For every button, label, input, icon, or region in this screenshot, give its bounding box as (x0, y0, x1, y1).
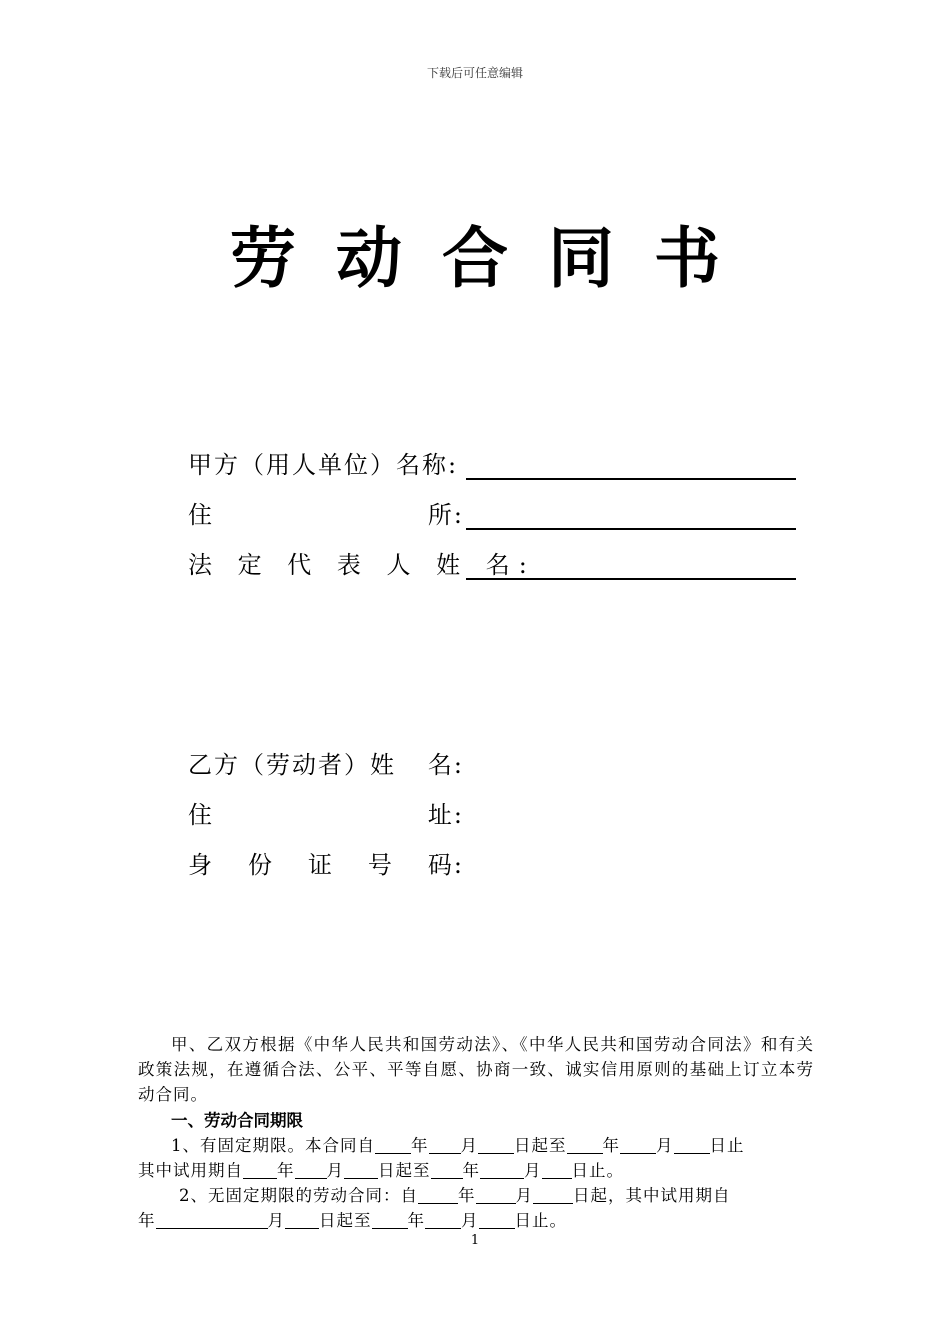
party-a-name-row (188, 440, 796, 480)
party-a-address-field[interactable] (466, 494, 796, 530)
blank-field[interactable] (476, 1185, 516, 1204)
title-char: 合 (442, 220, 548, 297)
blank-field[interactable] (567, 1135, 603, 1154)
party-a-name-label: 甲方（用人单位）名称: (188, 451, 459, 479)
header-note: 下载后可任意编辑 (426, 66, 523, 80)
blank-field[interactable] (295, 1160, 327, 1179)
title-char: 动 (336, 220, 442, 297)
party-a-address-row (188, 490, 796, 530)
blank-field[interactable] (480, 1160, 524, 1179)
party-b-id-label: 身 份 证 号 码: (188, 851, 464, 879)
intro-paragraph: 甲、乙双方根据《中华人民共和国劳动法》、《中华人民共和国劳动合同法》和有关政策法规，在遵循合法、公平、平等自愿、协商一致、诚实信用原则的基础上订立本劳动合同。 (138, 1035, 814, 1104)
party-a-address-label: 住 所: (188, 501, 464, 529)
blank-field[interactable] (431, 1160, 463, 1179)
section-heading: 一、劳动合同期限 (171, 1111, 303, 1130)
clause-2-line-1: 2、无固定期限的劳动合同：自 年 月 日起，其中试用期自 (179, 1186, 731, 1205)
party-b-name-row (188, 740, 464, 780)
blank-field[interactable] (372, 1210, 408, 1229)
blank-field[interactable] (418, 1185, 458, 1204)
party-b-address-row (188, 790, 464, 830)
clause-2-line-2: 年 月 日起至 年 月 日止。 (138, 1211, 567, 1230)
blank-field[interactable] (674, 1135, 710, 1154)
blank-field[interactable] (542, 1160, 572, 1179)
party-a-rep-label: 法 定 代 表 人 姓 名: (188, 551, 536, 579)
blank-field[interactable] (156, 1210, 268, 1229)
blank-field[interactable] (243, 1160, 277, 1179)
blank-field[interactable] (425, 1210, 461, 1229)
blank-field[interactable] (479, 1210, 515, 1229)
party-b-address-label: 住 址: (188, 801, 464, 829)
party-a-rep-row (188, 540, 796, 580)
clause-1-line-2: 其中试用期自 年 月 日起至 年 月 日止。 (138, 1161, 624, 1180)
blank-field[interactable] (375, 1135, 411, 1154)
blank-field[interactable] (429, 1135, 461, 1154)
party-a-rep-field[interactable] (466, 544, 796, 580)
party-b-name-label: 乙方（劳动者）姓 名: (188, 751, 464, 779)
party-b-id-row (188, 840, 464, 880)
title-char: 书 (654, 220, 720, 297)
blank-field[interactable] (344, 1160, 378, 1179)
title-char: 劳 (230, 220, 336, 297)
title-char: 同 (548, 220, 654, 297)
blank-field[interactable] (533, 1185, 573, 1204)
blank-field[interactable] (620, 1135, 656, 1154)
party-a-name-field[interactable] (466, 444, 796, 480)
clause-1-line-1: 1、有固定期限。本合同自 年 月 日起至 年 月 日止 (171, 1136, 745, 1155)
page-number: 1 (470, 1233, 480, 1248)
blank-field[interactable] (478, 1135, 514, 1154)
blank-field[interactable] (285, 1210, 319, 1229)
contract-title (0, 205, 950, 300)
